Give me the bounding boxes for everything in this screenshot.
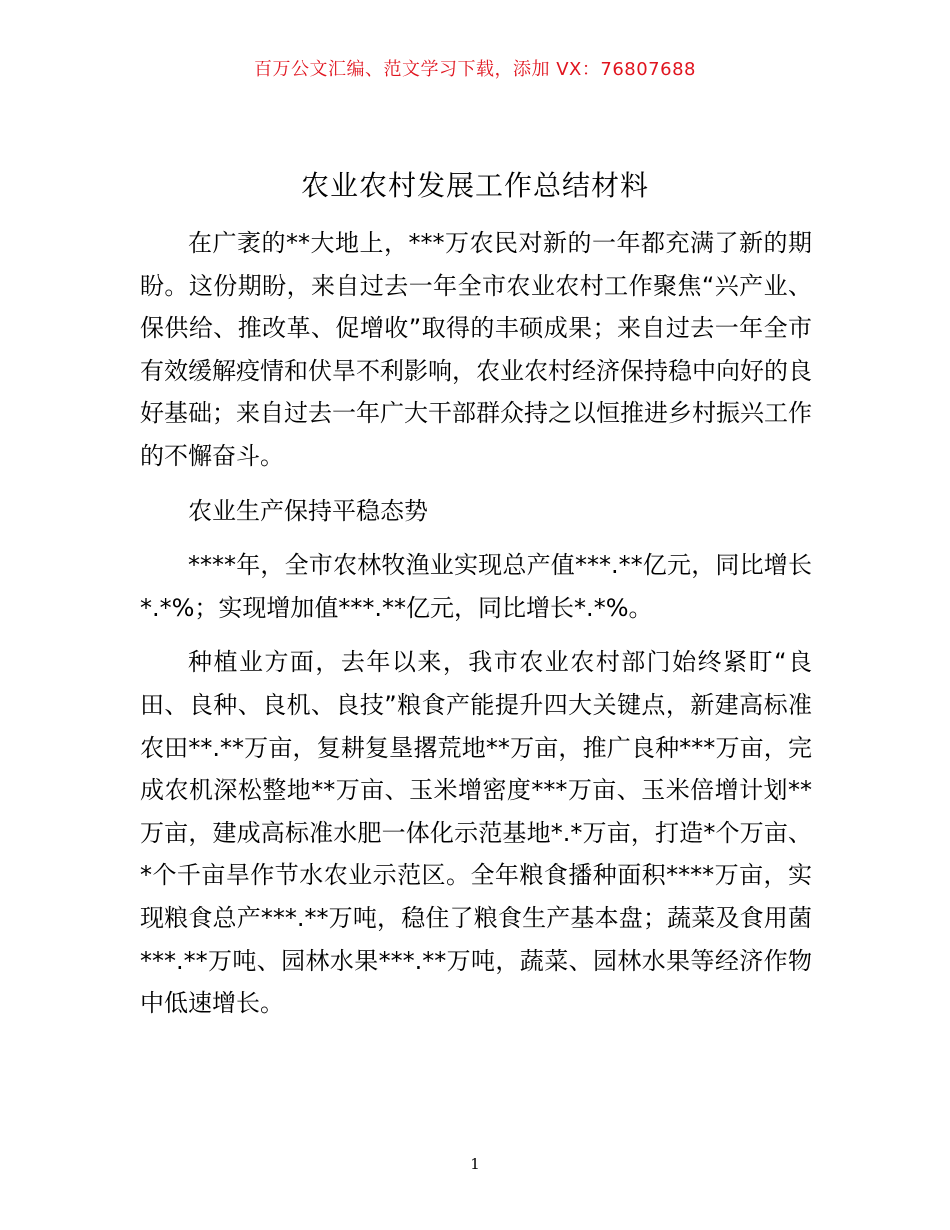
- section-heading: 农业生产保持平稳态势: [188, 496, 428, 525]
- output-paragraph: ****年，全市农林牧渔业实现总产值***.**亿元，同比增长*.*%；实现增加值***.**亿元，同比增长*.*%。: [140, 551, 812, 622]
- document-body: [140, 222, 812, 1025]
- page-number: 1: [470, 1155, 480, 1173]
- watermark-banner: 百万公文汇编、范文学习下载，添加 VX：76807688: [254, 59, 696, 80]
- intro-paragraph: 在广袤的**大地上，***万农民对新的一年都充满了新的期盼。这份期盼，来自过去一年全市农业农村工作聚焦“兴产业、保供给、推改革、促增收”取得的丰硕成果；来自过去一年全市有效缓解疫情和伏旱不利影响，农业农村经济保持稳中向好的良好基础；来自过去一年广大干部群众持之以恒推进乡村振兴工作的不懈奋斗。: [140, 229, 812, 470]
- page-title: 农业农村发展工作总结材料: [300, 169, 649, 202]
- planting-paragraph: 种植业方面，去年以来，我市农业农村部门始终紧盯“良田、良种、良机、良技”粮食产能提升四大关键点，新建高标准农田**.**万亩，复耕复垦撂荒地**万亩，推广良种***万亩，完成农机深松整地**万亩、玉米增密度***万亩、玉米倍增计划**万亩，建成高标准水肥一体化示范基地*.*万亩，打造*个万亩、*个千亩旱作节水农业示范区。全年粮食播种面积****万亩，实现粮食总产***.**万吨，稳住了粮食生产基本盘；蔬菜及食用菌***.**万吨、园林水果***.**万吨，蔬菜、园林水果等经济作物中低速增长。: [140, 648, 812, 1018]
